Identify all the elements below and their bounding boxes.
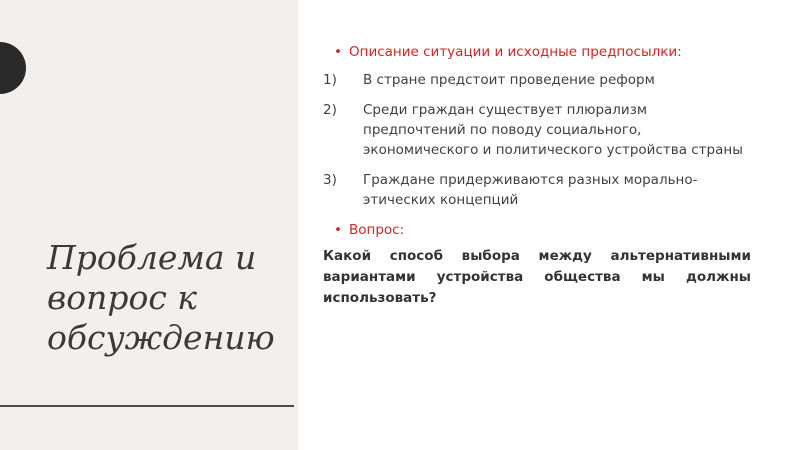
slide-title: [47, 238, 287, 358]
list-item-number: 1): [323, 72, 337, 88]
situation-heading-text: Описание ситуации и исходные предпосылки:: [349, 44, 682, 60]
list-item-text: Среди граждан существует плюрализм предпочтений по поводу социального, экономического и политического устройства страны: [363, 102, 743, 158]
bullet-dot-icon: •: [334, 222, 342, 238]
situation-heading: [323, 42, 751, 62]
question-heading: [323, 220, 751, 240]
decorative-circle: [0, 42, 26, 94]
title-line-3: обсуждению: [47, 318, 275, 357]
list-item-text: В стране предстоит проведение реформ: [363, 72, 655, 88]
title-divider: [0, 405, 294, 407]
list-item-number: 3): [323, 172, 337, 188]
slide-content: [323, 42, 751, 309]
list-item: [323, 100, 751, 160]
bullet-dot-icon: •: [334, 44, 342, 60]
list-item: [323, 170, 751, 210]
question-text: Какой способ выбора между альтернативными вариантами устройства общества мы должны использовать?: [323, 248, 751, 306]
list-item-number: 2): [323, 102, 337, 118]
question-heading-text: Вопрос:: [349, 222, 405, 238]
list-item: [323, 70, 751, 90]
left-panel: [0, 0, 298, 450]
title-line-1: Проблема и: [47, 238, 257, 277]
list-item-text: Граждане придерживаются разных морально-этических концепций: [363, 172, 698, 208]
title-line-2: вопрос к: [47, 278, 197, 317]
